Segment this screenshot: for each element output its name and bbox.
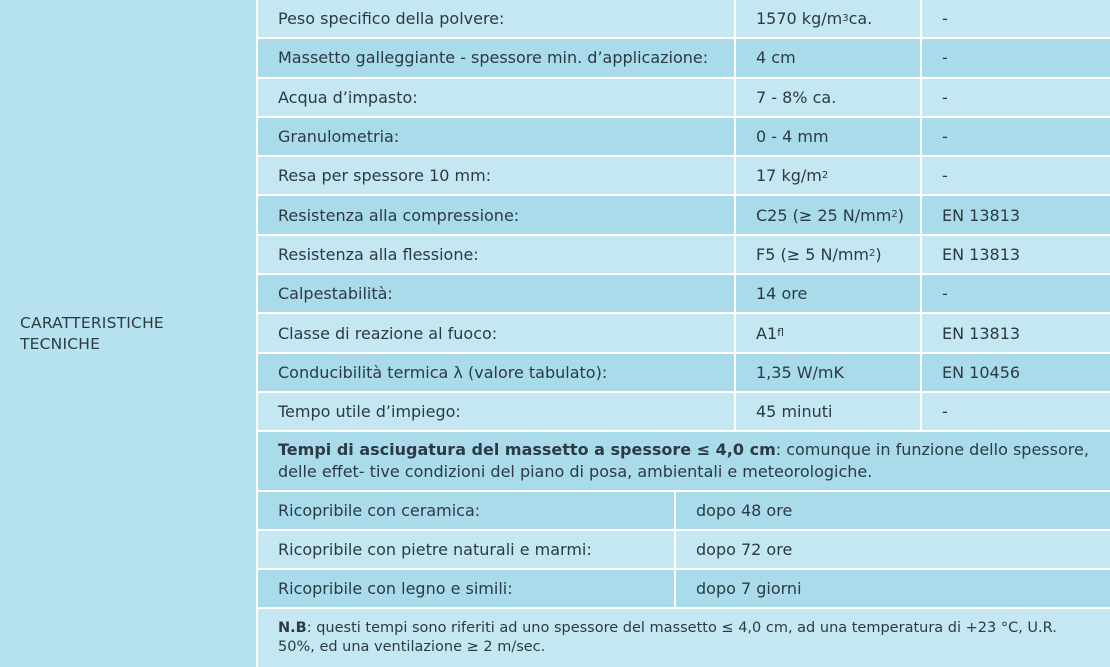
spec-norm: - xyxy=(942,127,948,147)
drying-heading-text xyxy=(278,439,1090,483)
spec-name: Calpestabilità: xyxy=(258,275,736,312)
spec-value xyxy=(736,118,922,155)
note-text xyxy=(278,619,1090,657)
table-row xyxy=(258,0,1110,39)
spec-value-main: 1570 kg/m xyxy=(756,9,843,29)
spec-value-main: 14 ore xyxy=(756,284,808,304)
spec-name: Granulometria: xyxy=(258,118,736,155)
spec-value-main: 17 kg/m xyxy=(756,166,822,186)
drying-name: Ricopribile con legno e simili: xyxy=(258,570,676,607)
spec-name: Peso specifico della polvere: xyxy=(258,0,736,37)
spec-value-main: 4 cm xyxy=(756,48,796,68)
spec-value xyxy=(736,79,922,116)
spec-name: Tempo utile d’impiego: xyxy=(258,393,736,430)
table-row xyxy=(258,79,1110,118)
spec-value xyxy=(736,39,922,76)
table-row xyxy=(258,393,1110,432)
spec-name: Resistenza alla compressione: xyxy=(258,196,736,233)
spec-norm: EN 13813 xyxy=(942,323,1021,343)
spec-value xyxy=(736,275,922,312)
spec-rows xyxy=(258,0,1110,432)
drying-value: dopo 48 ore xyxy=(696,501,793,521)
drying-value: dopo 7 giorni xyxy=(696,579,802,599)
spec-name: Resistenza alla flessione: xyxy=(258,236,736,273)
specs-table xyxy=(258,0,1110,667)
spec-value: F5 (≥ 5 N/mm 2 ) xyxy=(736,236,922,273)
table-row xyxy=(258,314,1110,353)
spec-value-main: 7 - 8% ca. xyxy=(756,87,837,107)
spec-value-main: 45 minuti xyxy=(756,402,833,422)
drying-row xyxy=(258,531,1110,570)
spec-name: Resa per spessore 10 mm: xyxy=(258,157,736,194)
drying-description: : comunque in funzione dello spessore, delle effet- tive condizioni del piano di posa, ambientali e meteorologiche. xyxy=(278,440,1089,482)
spec-norm: - xyxy=(942,87,948,107)
drying-row xyxy=(258,570,1110,609)
spec-norm: - xyxy=(942,284,948,304)
table-row xyxy=(258,157,1110,196)
table-row xyxy=(258,354,1110,393)
spec-value: 1570 kg/m 3 ca. xyxy=(736,0,922,37)
spec-norm: EN 10456 xyxy=(942,362,1021,382)
spec-value: 17 kg/m 2 xyxy=(736,157,922,194)
spec-norm: EN 13813 xyxy=(942,244,1021,264)
spec-value xyxy=(736,393,922,430)
spec-value-tail: ) xyxy=(875,244,882,264)
spec-name: Acqua d’impasto: xyxy=(258,79,736,116)
spec-norm: - xyxy=(942,48,948,68)
spec-value-main: A1 xyxy=(756,323,778,343)
spec-value: C25 (≥ 25 N/mm 2 ) xyxy=(736,196,922,233)
spec-value xyxy=(736,354,922,391)
section-label-cell xyxy=(0,0,258,667)
drying-heading: Tempi di asciugatura del massetto a spessore ≤ 4,0 cm xyxy=(278,440,776,460)
drying-name: Ricopribile con pietre naturali e marmi: xyxy=(258,531,676,568)
spec-norm: - xyxy=(942,9,948,29)
table-row xyxy=(258,275,1110,314)
spec-norm: EN 13813 xyxy=(942,205,1021,225)
drying-row xyxy=(258,492,1110,531)
note-body: : questi tempi sono riferiti ad uno spessore del massetto ≤ 4,0 cm, ad una temperatura di +23 °C, U.R. 50%, ed una ventilazione ≥ 2 m/sec. xyxy=(278,620,1057,656)
table-row xyxy=(258,118,1110,157)
table-row xyxy=(258,196,1110,235)
spec-value-main: 1,35 W/mK xyxy=(756,362,844,382)
drying-heading-row xyxy=(258,432,1110,492)
table-row xyxy=(258,236,1110,275)
spec-value: A1 fl xyxy=(736,314,922,351)
spec-value-main: C25 (≥ 25 N/mm xyxy=(756,205,892,225)
spec-norm: - xyxy=(942,166,948,186)
spec-name: Conducibilità termica λ (valore tabulato): xyxy=(258,354,736,391)
spec-value-main: 0 - 4 mm xyxy=(756,127,829,147)
drying-name: Ricopribile con ceramica: xyxy=(258,492,676,529)
drying-rows xyxy=(258,492,1110,609)
spec-value-tail: ) xyxy=(897,205,904,225)
spec-value-main: F5 (≥ 5 N/mm xyxy=(756,244,869,264)
spec-norm: - xyxy=(942,402,948,422)
drying-value: dopo 72 ore xyxy=(696,540,793,560)
note-label: N.B xyxy=(278,620,307,637)
section-label: CARATTERISTICHE TECNICHE xyxy=(20,313,164,353)
spec-value-tail: ca. xyxy=(848,9,873,29)
table-row xyxy=(258,39,1110,78)
spec-name: Massetto galleggiante - spessore min. d’applicazione: xyxy=(258,39,736,76)
spec-name: Classe di reazione al fuoco: xyxy=(258,314,736,351)
note-row xyxy=(258,609,1110,667)
